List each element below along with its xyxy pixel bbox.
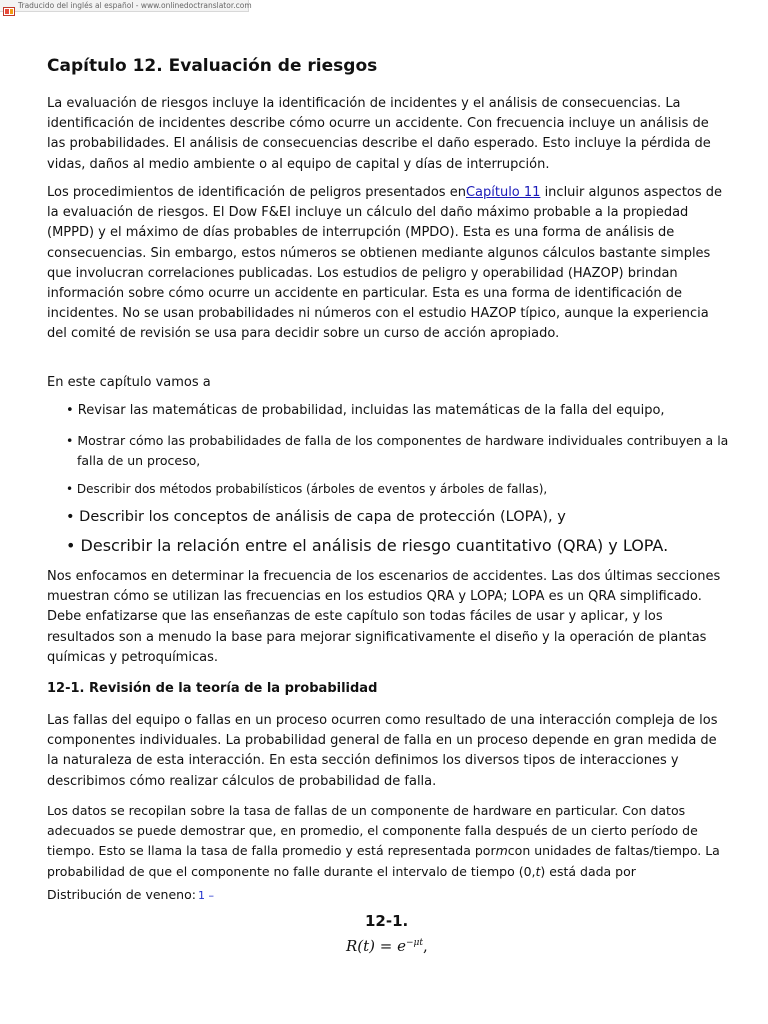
list-intro: En este capítulo vamos a <box>47 375 211 390</box>
bullet-item-continuation: falla de un proceso, <box>77 453 201 468</box>
equation-exponent: −μt <box>406 938 424 948</box>
banner-text[interactable]: Traducido del inglés al español - www.onlinedoctranslator.com <box>18 1 252 10</box>
bullet-item: • Describir la relación entre el análisis de riesgo cuantitativo (QRA) y LOPA. <box>66 536 669 555</box>
paragraph-failures: Las fallas del equipo o fallas en un proceso ocurren como resultado de una interacción compleja de los componentes individuales. La probabilidad general de falla en un proceso depende en gran medida de la naturaleza de esta interacción. En esta sección definimos los diversos tipos de interacciones y describimos cómo realizar cálculos de probabilidad de falla. <box>47 713 718 789</box>
para5-line1: Los datos se recopilan sobre la tasa de fallas de un componente de hardware en particular. Con datos <box>47 803 686 818</box>
section-title: 12-1. Revisión de la teoría de la probabilidad <box>47 681 378 696</box>
bullet-item: • Mostrar cómo las probabilidades de falla de los componentes de hardware individuales contribuyen a la <box>66 433 729 448</box>
para5-line3-after: con unidades de faltas/tiempo. La <box>507 843 720 859</box>
distribution-label: Distribución de veneno: <box>47 887 196 902</box>
para5-line3-before: tiempo. Esto se llama la tasa de falla promedio y está representada por <box>47 843 496 859</box>
para5-line2: adecuados se puede demostrar que, en promedio, el componente falla después de un cierto período de <box>47 823 698 839</box>
equation <box>346 937 428 955</box>
footnote-link[interactable]: 1 – <box>197 889 214 902</box>
paragraph-frequency: Nos enfocamos en determinar la frecuencia de los escenarios de accidentes. Las dos últimas secciones muestran cómo se utilizan las frecuencias en los estudios QRA y LOPA; LOPA es un QRA simplificado. Debe enfatizarse que las enseñanzas de este capítulo son todas fáciles de usar y aplicar, y los resultados son a menudo la base para mejorar significativamente el diseño y la operación de plantas químicas y petroquímicas. <box>47 569 721 665</box>
para5-line4-after: ) está dada por <box>540 863 636 879</box>
para2-after: incluir algunos aspectos de la evaluación de riesgos. El Dow F&EI incluye un cálculo del daño máximo probable a la propiedad (MPPD) y el máximo de días probables de interrupción (MPDO). Esta es una forma de análisis de consecuencias. Sin embargo, estos números se obtienen mediante algunos cálculos bastante simples que involucran correlaciones publicadas. Los estudios de peligro y operabilidad (HAZOP) brindan información sobre cómo ocurre un accidente en particular. Esta es una forma de identificación de incidentes. No se usan probabilidades ni números con el estudio HAZOP típico, aunque la experiencia del comité de revisión se usa para decidir sobre un curso de acción apropiado. <box>47 185 723 342</box>
translation-banner <box>0 0 252 12</box>
equation-lhs: R(t) = e <box>346 937 407 955</box>
bullet-item: • Describir dos métodos probabilísticos (árboles de eventos y árboles de fallas), <box>66 482 548 496</box>
t-symbol: t <box>535 863 541 879</box>
paragraph-failure-rate <box>47 801 727 882</box>
chapter-11-link[interactable]: Capítulo 11 <box>465 185 541 200</box>
distribution-line <box>47 885 727 906</box>
para5-line4-before: probabilidad de que el componente no falle durante el intervalo de tiempo (0, <box>47 863 536 879</box>
bullet-item: • Describir los conceptos de análisis de capa de protección (LOPA), y <box>66 509 566 525</box>
equation-label: 12-1. <box>365 912 409 930</box>
bullet-item: • Revisar las matemáticas de probabilidad, incluidas las matemáticas de la falla del equipo, <box>66 403 665 418</box>
para2-before: Los procedimientos de identificación de peligros presentados en <box>47 185 466 200</box>
paragraph-intro: La evaluación de riesgos incluye la identificación de incidentes y el análisis de consecuencias. La identificación de incidentes describe cómo ocurre un accidente. Con frecuencia incluye un análisis de las probabilidades. El análisis de consecuencias describe el daño esperado. Esto incluye la pérdida de vidas, daños al medio ambiente o al equipo de capital y días de interrupción. <box>47 96 711 172</box>
mu-symbol: m <box>495 843 508 859</box>
translator-logo-icon <box>3 1 15 10</box>
paragraph-hazard-identification <box>47 183 727 345</box>
chapter-title: Capítulo 12. Evaluación de riesgos <box>47 56 378 76</box>
equation-trail: , <box>423 937 428 955</box>
